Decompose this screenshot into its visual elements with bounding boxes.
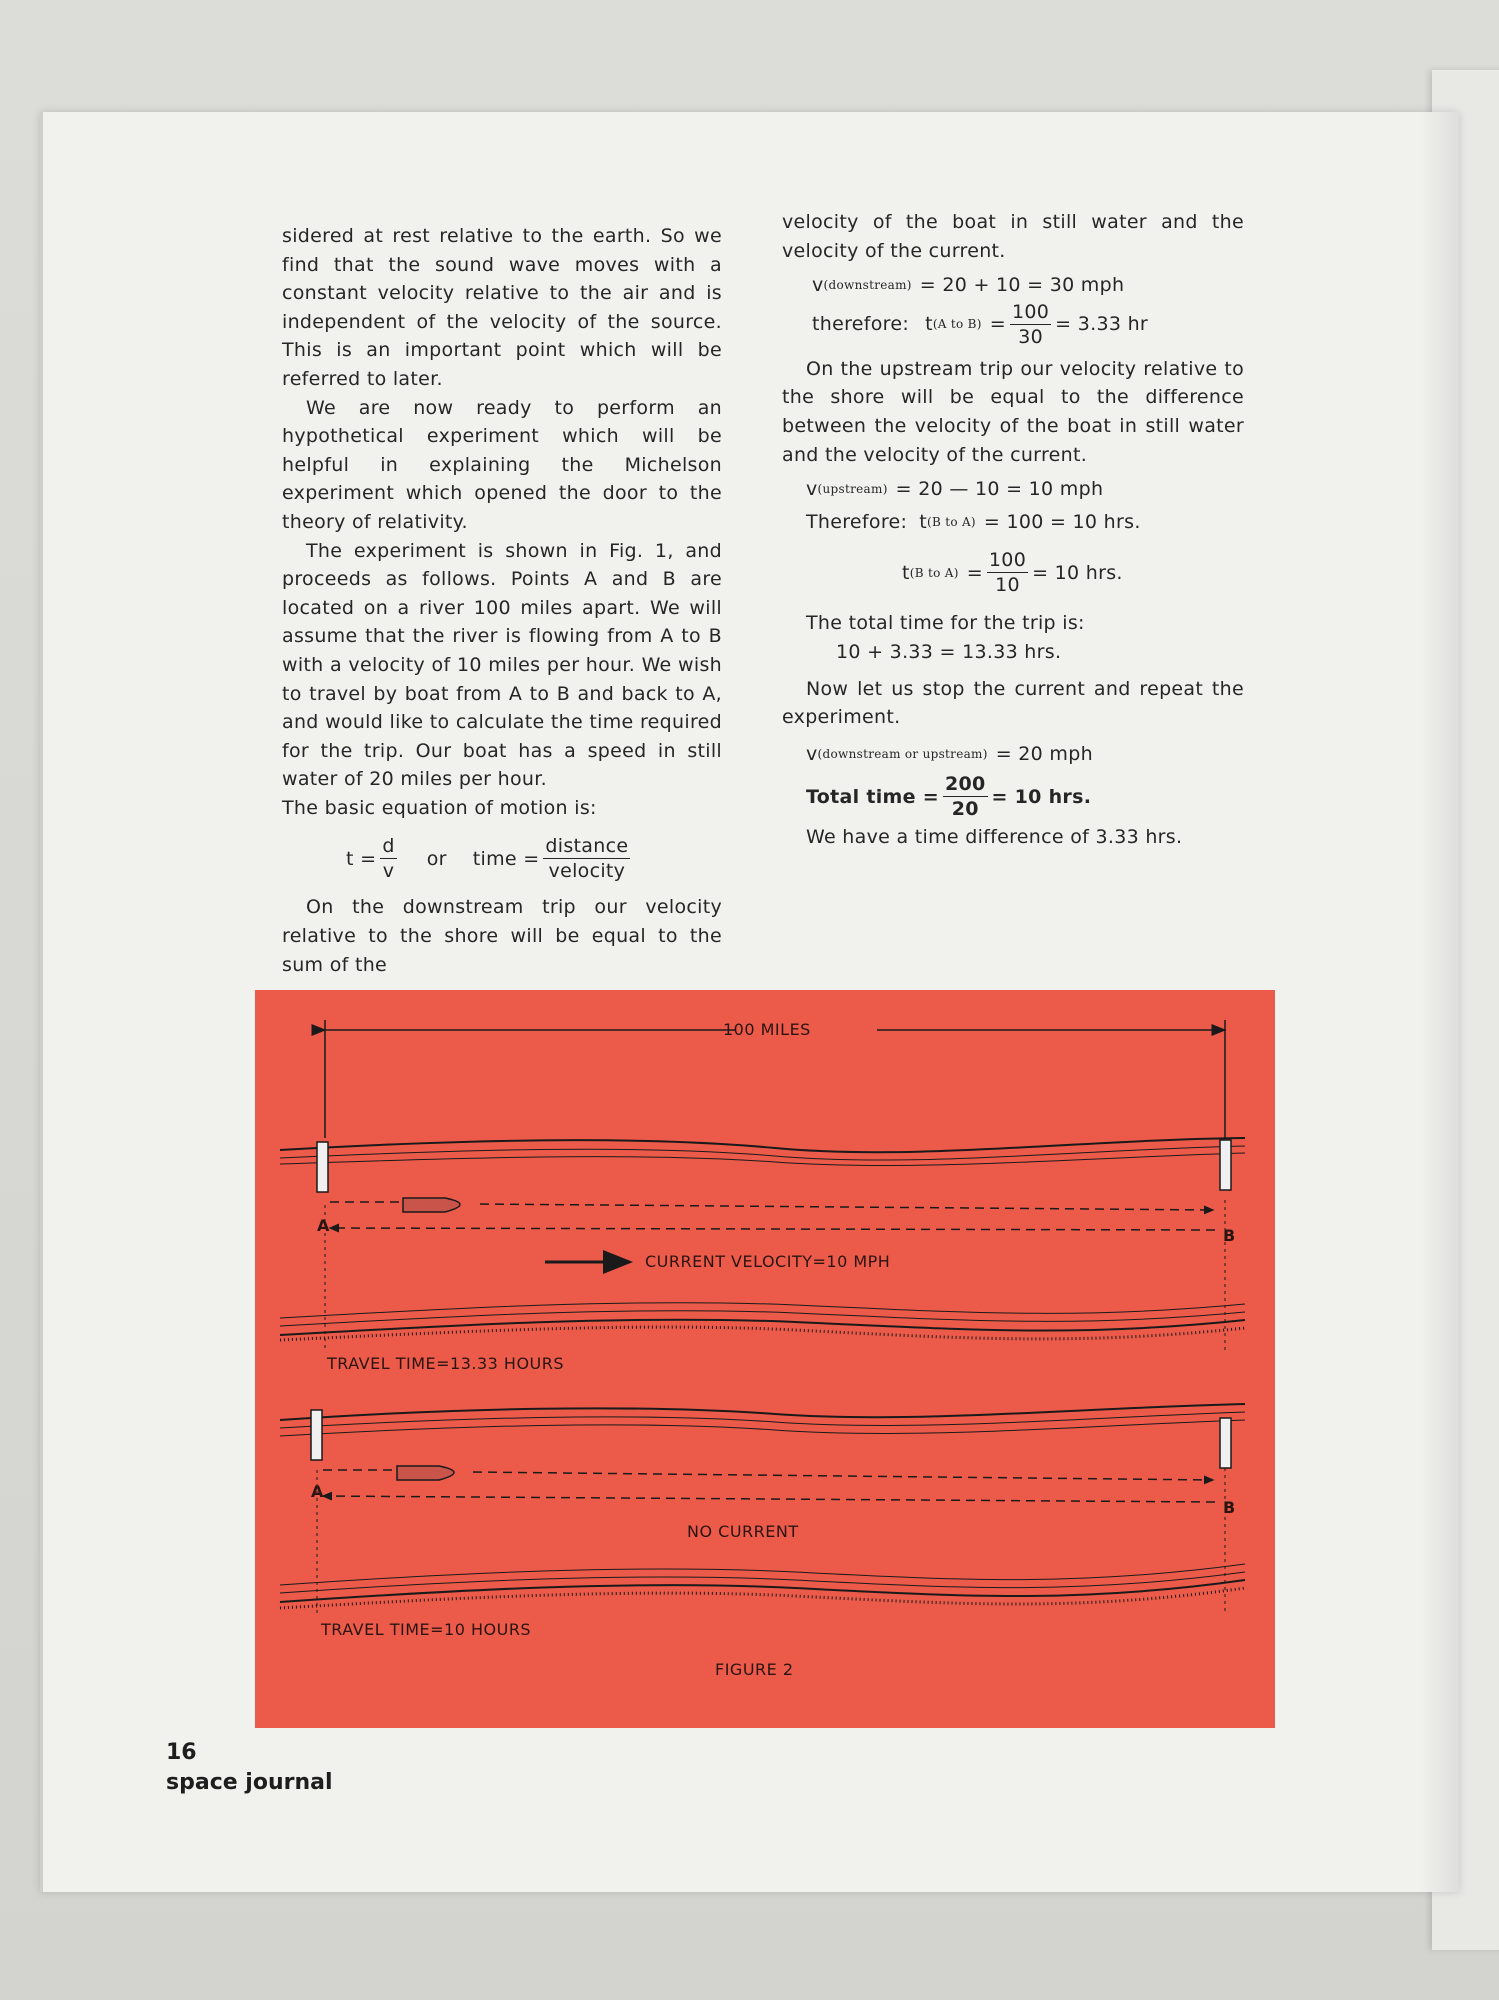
left-column (282, 222, 722, 979)
right-column (782, 208, 1244, 852)
paragraph: We are now ready to perform an hypothetical experiment which will be helpful in explaining the Michelson experiment which opened the door to the theory of relativity. (282, 396, 722, 533)
fraction: $\frac{200}{20}$ (944, 773, 986, 821)
current-velocity-label: CURRENT VELOCITY=10 MPH (645, 1252, 891, 1271)
boat-icon (397, 1466, 454, 1480)
fraction: $\frac{\text{distance}}{\text{velocity}}$ (545, 835, 629, 883)
route-outbound-1 (330, 1202, 1215, 1230)
travel-time-label-1: TRAVEL TIME=13.33 HOURS (327, 1354, 565, 1373)
boat-icon (403, 1198, 460, 1212)
fraction: $\frac{100}{30}$ (1012, 300, 1050, 348)
fraction: $\frac{100}{10}$ (988, 549, 1027, 597)
river-2-banks (280, 1404, 1245, 1608)
fraction: $\frac{d}{v}$ (382, 835, 395, 883)
river-1-banks (280, 1138, 1245, 1340)
no-current-label: NO CURRENT (687, 1522, 799, 1541)
paragraph: We have a time difference of 3.33 hrs. (806, 826, 1183, 849)
dock-a-post (311, 1410, 322, 1460)
equation-time-a-to-b: therefore: t (A to B) = $\frac{100}{30}$ = 3.33 hr (812, 300, 1149, 348)
dock-a-post (317, 1142, 328, 1192)
dock-b-post (1220, 1418, 1231, 1468)
point-a-label: A (311, 1482, 324, 1501)
point-b-label: B (1223, 1498, 1236, 1517)
page-footer (166, 1738, 333, 1798)
page-number: 16 (166, 1740, 197, 1765)
publication-name: space journal (166, 1770, 333, 1795)
equation-total-time: Total time = $\frac{200}{20}$ = 10 hrs. (806, 773, 1092, 821)
distance-label: 100 MILES (723, 1020, 811, 1039)
figure-caption: FIGURE 2 (715, 1660, 794, 1679)
paragraph: On the upstream trip our velocity relative to the shore will be equal to the difference between the velocity of the boat in still water and the velocity of the current. (782, 357, 1244, 466)
paragraph: sidered at rest relative to the earth. So we find that the sound wave moves with a constant velocity relative to the air and is independent of the velocity of the source. This is an important point which will be referred to later. (282, 225, 722, 390)
paragraph: velocity of the boat in still water and the velocity of the current. (782, 211, 1244, 262)
paragraph: The experiment is shown in Fig. 1, and proceeds as follows. Points A and B are located on a river 100 miles apart. We will assume that the river is flowing from A to B with a velocity of 10 miles per hour. We wish to travel by boat from A to B and back to A, and would like to calculate the time required for the trip. Our boat has a speed in still water of 20 miles per hour. (282, 539, 722, 791)
dock-b-post (1220, 1140, 1231, 1190)
paragraph: On the downstream trip our velocity relative to the shore will be equal to the sum of the (282, 896, 722, 976)
point-a-label: A (317, 1216, 330, 1235)
equation-upstream-velocity: v (upstream) = 20 — 10 = 10 mph (806, 478, 1104, 501)
equation-time-b-to-a-fraction: t (B to A) = $\frac{100}{10}$ = 10 hrs. (902, 549, 1123, 597)
total-time-sum: 10 + 3.33 = 13.33 hrs. (836, 640, 1062, 663)
equation-time-b-to-a: Therefore: t (B to A) = 100 = 10 hrs. (806, 510, 1141, 533)
equation-still-water-velocity: v (downstream or upstream) = 20 mph (806, 742, 1093, 765)
paragraph: The total time for the trip is: (806, 612, 1085, 635)
paragraph: The basic equation of motion is: (282, 796, 597, 819)
paragraph: Now let us stop the current and repeat the experiment. (782, 677, 1244, 729)
point-b-label: B (1223, 1226, 1236, 1245)
travel-time-label-2: TRAVEL TIME=10 HOURS (321, 1620, 532, 1639)
route-outbound-2 (323, 1470, 1215, 1502)
motion-equation: t = $\frac{d}{v}$ or time = $\frac{\text{distance}}{\text{velocity}}$ (346, 835, 629, 883)
figure-2 (255, 990, 1275, 1728)
equation-downstream-velocity: v (downstream) = 20 + 10 = 30 mph (812, 274, 1125, 297)
